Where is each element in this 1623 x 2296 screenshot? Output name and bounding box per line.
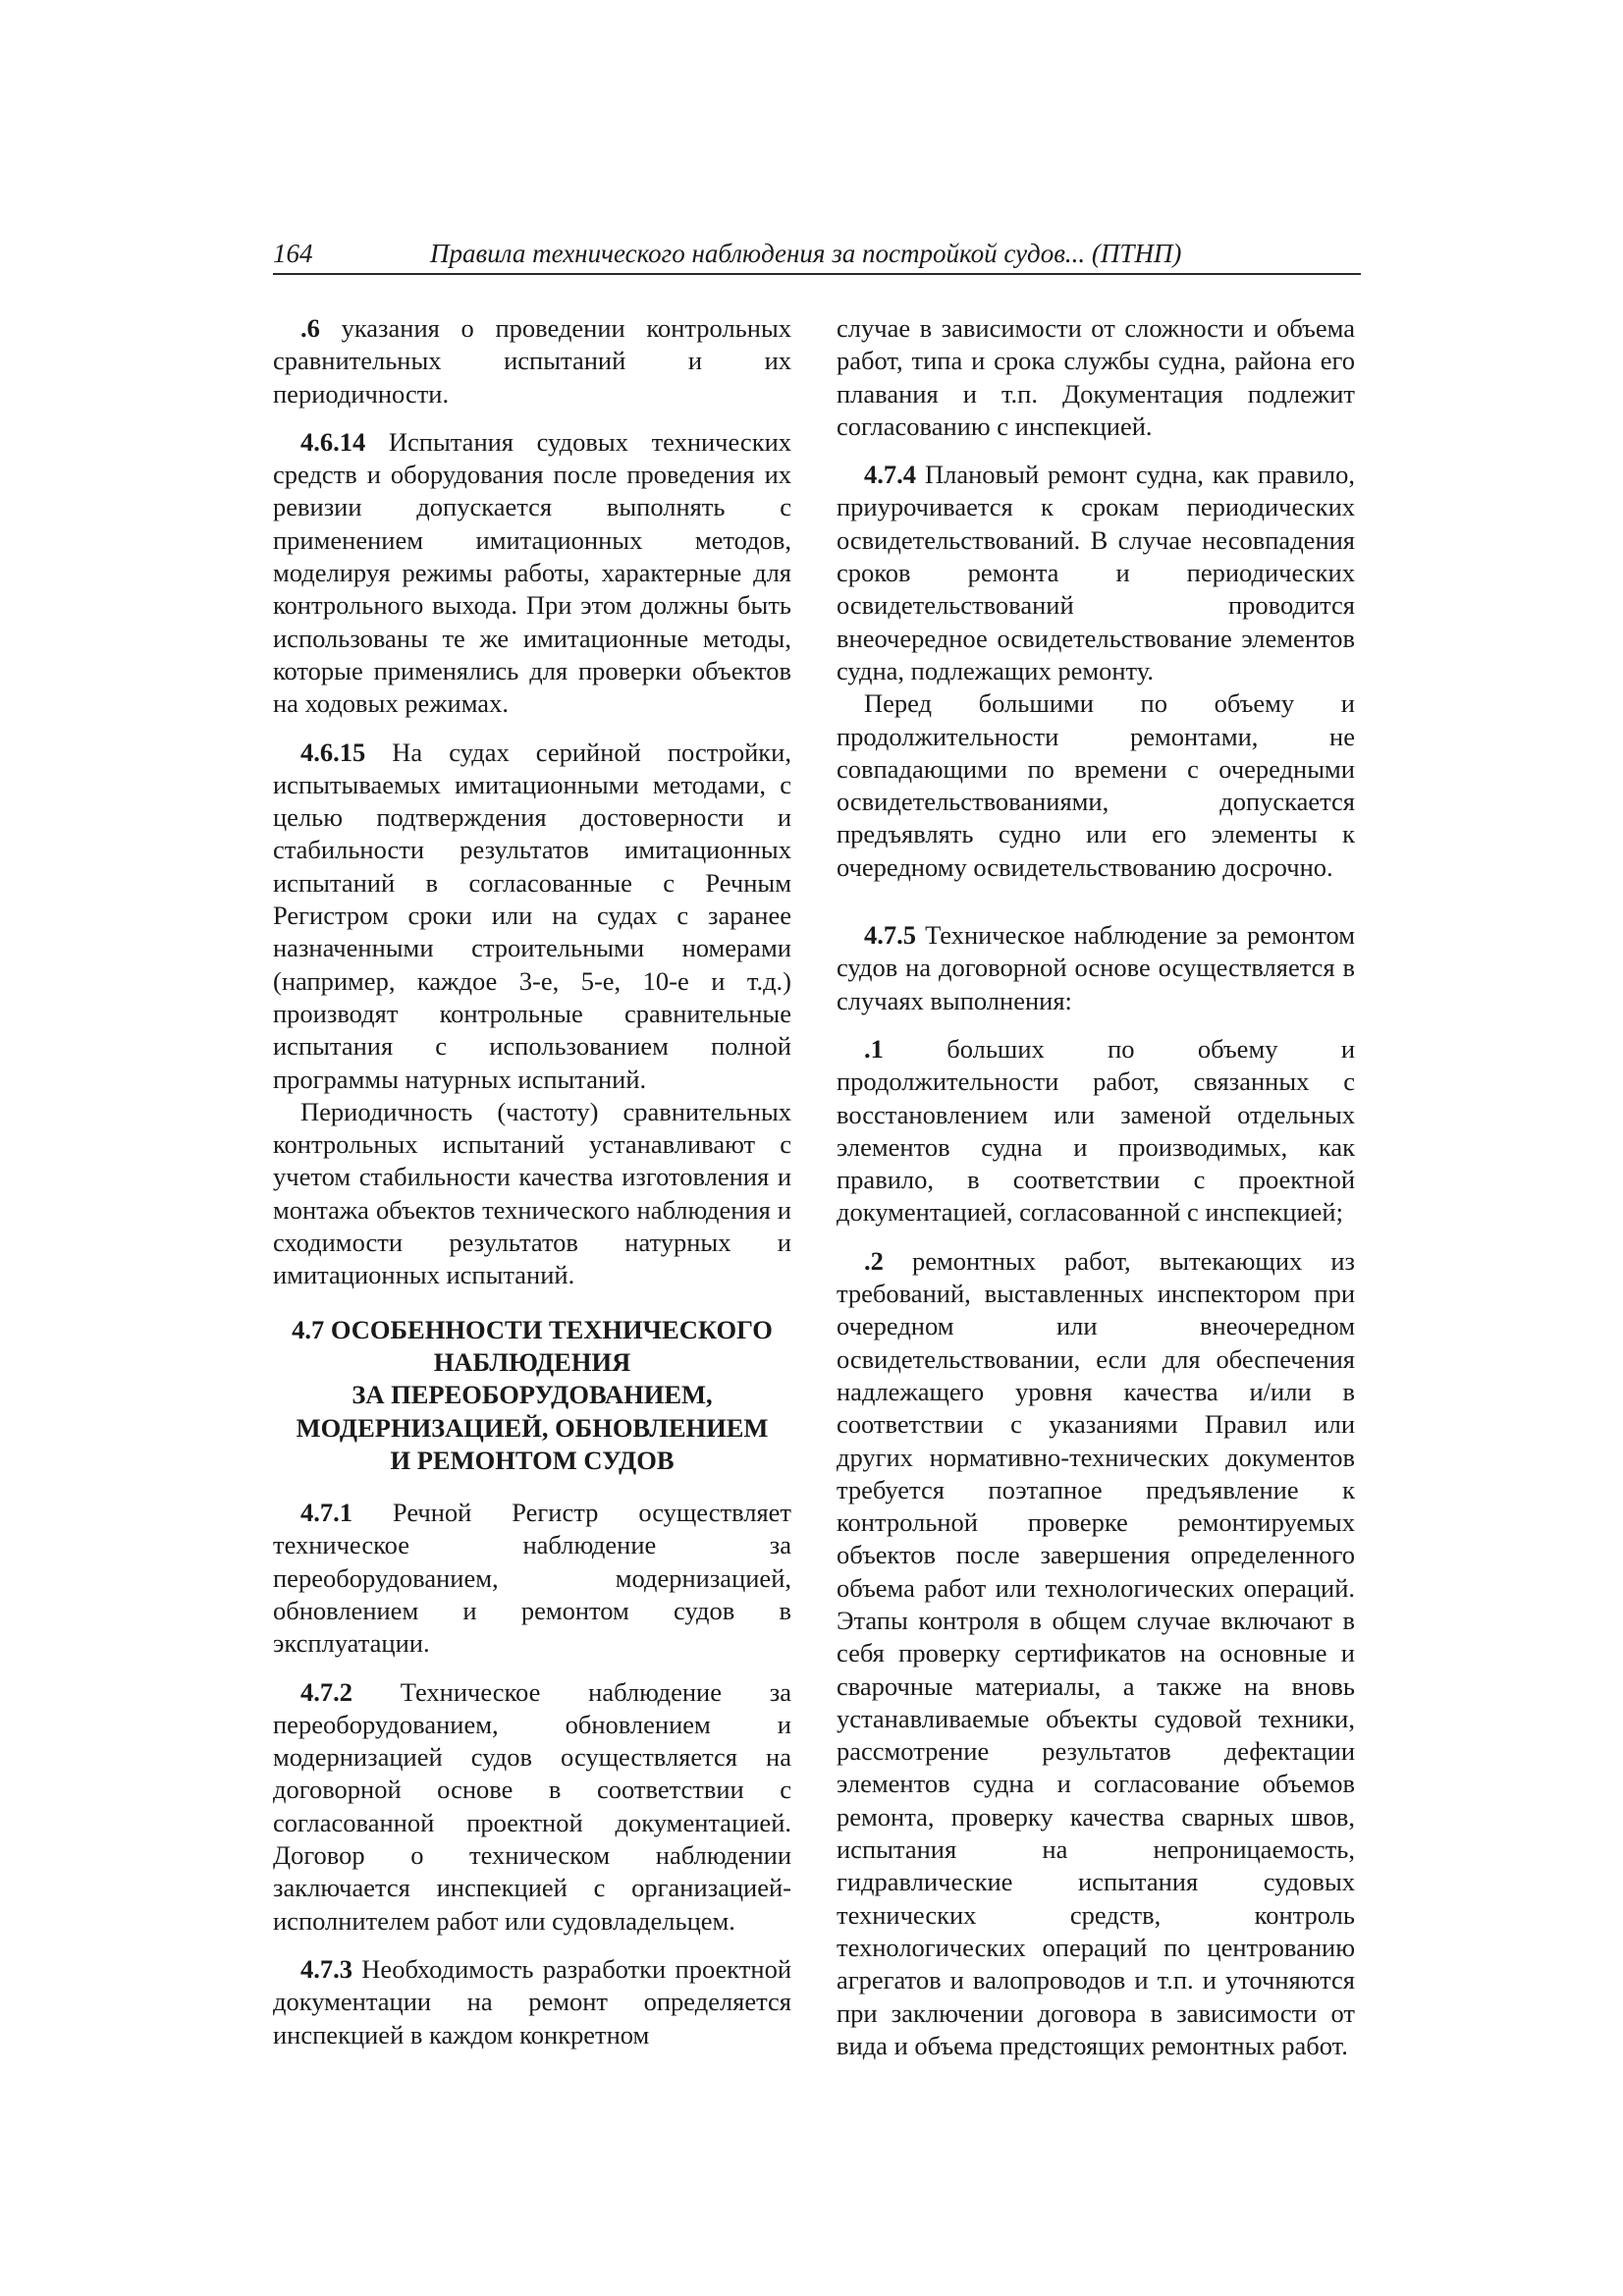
paragraph-text: Техническое наблюдение за переоборудованием, обновлением и модернизацией судов осуществляется на договорной основе в соответствии с согласованной проектной документацией. Договор о техническом наблюдении заключается инспекцией с организацией-исполнителем работ или судовладельцем. (273, 1676, 791, 1936)
clause-number: 4.7.1 (300, 1498, 352, 1528)
clause-number: 4.7.4 (864, 460, 916, 490)
paragraph (837, 919, 1355, 1017)
clause-number: .1 (864, 1033, 884, 1064)
section-heading (273, 1314, 791, 1477)
paragraph-text: На судах серийной постройки, испытываемых имитационными методами, с целью подтверждения достоверности и стабильности результатов имитационных испытаний в согласованные с Речным Регистром сроки или на судах с заранее назначенными строительными номерами (например, каждое 3-е, 5-е, 10-е и т.д.) производят контрольные сравнительные испытания с использованием полной программы натурных испытаний. (273, 737, 791, 1094)
heading-line: 4.7 ОСОБЕННОСТИ ТЕХНИЧЕСКОГО (292, 1314, 773, 1344)
clause-number: 4.6.14 (300, 426, 366, 457)
paragraph-text: Периодичность (частоту) сравнительных контрольных испытаний устанавливают с учетом стабильности качества изготовления и монтажа объектов технического наблюдения и сходимости результатов натурных и имитационных испытаний. (273, 1096, 791, 1290)
left-column (273, 312, 791, 2051)
paragraph-text: Испытания судовых технических средств и оборудования после проведения их ревизии допускается выполнять с применением имитационных методов, моделируя режимы работы, характерные для контрольного выхода. При этом должны быть использованы те же имитационные методы, которые применялись для проверки объектов на ходовых режимах. (273, 426, 791, 719)
paragraph-text: больших по объему и продолжительности работ, связанных с восстановлением или заменой отдельных элементов судна и производимых, как правило, в соответствии с проектной документацией, согласованной с инспекцией; (837, 1033, 1355, 1228)
paragraph-text: Техническое наблюдение за ремонтом судов на договорной основе осуществляется в случаях выполнения: (837, 920, 1355, 1015)
paragraph (273, 426, 791, 721)
paragraph (837, 1033, 1355, 1230)
running-title: Правила технического наблюдения за постройкой судов... (ПТНП) (430, 239, 1182, 268)
paragraph-text: Необходимость разработки проектной документации на ремонт определяется инспекцией в каждом конкретном (273, 1953, 791, 2050)
paragraph (273, 1676, 791, 1938)
paragraph (273, 1497, 791, 1660)
clause-number: .2 (864, 1245, 884, 1276)
paragraph-text: Перед большими по объему и продолжительности ремонтами, не совпадающими по времени с очередными освидетельствованиями, допускается предъявлять судно или его элементы к очередному освидетельствованию досрочно. (837, 688, 1355, 882)
paragraph (273, 1953, 791, 2051)
heading-line: И РЕМОНТОМ СУДОВ (390, 1445, 675, 1475)
clause-number: 4.7.3 (300, 1953, 352, 1984)
paragraph (273, 1096, 791, 1292)
paragraph (837, 687, 1355, 884)
paragraph (273, 737, 791, 1096)
heading-line: ЗА ПЕРЕОБОРУДОВАНИЕМ, (352, 1380, 713, 1410)
paragraph-text: ремонтных работ, вытекающих из требований, выставленных инспектором при очередном или внеочередном освидетельствовании, если для обеспечения надлежащего уровня качества и/или в соответствии с указаниями Правил или других нормативно-технических документов требуется поэтапное предъявление к контрольной проверке ремонтируемых объектов после завершения определенного объема работ или технологических операций. Этапы контроля в общем случае включают в себя проверку сертификатов на основные и сварочные материалы, а также на вновь устанавливаемые объекты судовой техники, рассмотрение результатов дефектации элементов судна и согласование объемов ремонта, проверку качества сварных швов, испытания на непроницаемость, гидравлические испытания судовых технических средств, контроль технологических операций по центрованию агрегатов и валопроводов и т.п. и уточняются при заключении договора в зависимости от вида и объема предстоящих ремонтных работ. (837, 1245, 1355, 2060)
clause-number: 4.7.2 (300, 1676, 352, 1707)
paragraph-text: Речной Регистр осуществляет техническое наблюдение за переоборудованием, модернизацией, обновлением и ремонтом судов в эксплуатации. (273, 1498, 791, 1659)
page-header (273, 238, 1361, 275)
paragraph (837, 1245, 1355, 2062)
heading-line: МОДЕРНИЗАЦИЕЙ, ОБНОВЛЕНИЕМ (296, 1412, 769, 1443)
page-number: 164 (273, 239, 313, 268)
paragraph (837, 459, 1355, 687)
paragraph (837, 312, 1355, 443)
right-column (837, 312, 1355, 2062)
clause-number: 4.6.15 (300, 737, 366, 767)
paragraph (273, 312, 791, 410)
paragraph-text: случае в зависимости от сложности и объема работ, типа и срока службы судна, района его плавания и т.п. Документация подлежит согласованию с инспекцией. (837, 313, 1355, 441)
clause-number: .6 (300, 313, 320, 343)
heading-line: НАБЛЮДЕНИЯ (433, 1346, 631, 1377)
paragraph-text: указания о проведении контрольных сравнительных испытаний и их периодичности. (273, 313, 791, 409)
paragraph-text: Плановый ремонт судна, как правило, приурочивается к срокам периодических освидетельствований. В случае несовпадения сроков ремонта и периодических освидетельствований проводится внеочередное освидетельствование элементов судна, подлежащих ремонту. (837, 460, 1355, 685)
clause-number: 4.7.5 (864, 920, 916, 951)
